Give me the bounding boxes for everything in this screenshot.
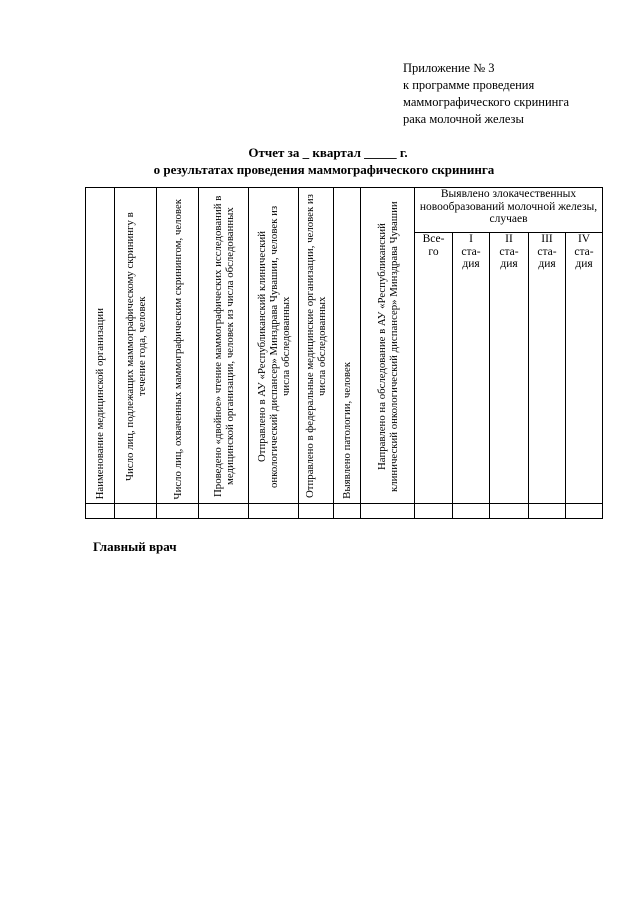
column-header-sent-to-dispensary (249, 188, 299, 504)
stage-text: ста- (461, 245, 481, 258)
stage-text: II (505, 233, 513, 245)
table-cell (490, 504, 529, 519)
stage-text: ста- (499, 245, 519, 258)
stage-header-2 (490, 233, 529, 504)
column-header-subject-to-screening (115, 188, 157, 504)
column-header-label: Наименование медицинской организации (94, 307, 106, 499)
stage-text: дия (500, 258, 518, 270)
column-header-sent-to-federal (299, 188, 334, 504)
stage-text: III (541, 233, 553, 245)
table-cell (299, 504, 334, 519)
table-cell (199, 504, 249, 519)
stage-text: IV (577, 233, 591, 245)
table-cell (157, 504, 199, 519)
column-header-label: Отправлено в федеральные медицинские организации, человек из числа обследованных (304, 194, 328, 499)
column-header-label: Выявлено патологии, человек (341, 362, 353, 499)
stage-text: ста- (574, 245, 594, 258)
stage-text: Все- (422, 233, 445, 245)
table-row (86, 504, 603, 519)
appendix-line: Приложение № 3 (403, 61, 495, 75)
table-cell (361, 504, 415, 519)
report-table (85, 187, 603, 519)
appendix-line: маммографического скрининга (403, 95, 570, 109)
column-header-label: Отправлено в АУ «Республиканский клинический онкологический диспансер» Минздрава Чувашии, человек из числа обследованных (255, 205, 292, 488)
table-cell (115, 504, 157, 519)
column-header-label: Направлено на обследование в АУ «Республиканский клинический онкологический диспансер» Минздрава Чувашии (375, 201, 400, 492)
stage-header-total (415, 233, 453, 504)
stage-text: I (469, 233, 473, 245)
stage-text: дия (538, 258, 556, 270)
stage-text: дия (575, 258, 593, 270)
table-cell (529, 504, 566, 519)
table-cell (334, 504, 361, 519)
table-cell (453, 504, 490, 519)
table-cell (249, 504, 299, 519)
report-title: Отчет за _ квартал _____ г. (248, 145, 408, 160)
column-header-double-reading (199, 188, 249, 504)
signature-label: Главный врач (93, 539, 177, 554)
table-cell (415, 504, 453, 519)
column-header-label: Число лиц, охваченных маммографическим скринингом, человек (171, 198, 184, 499)
stage-text: дия (462, 258, 480, 270)
appendix-line: к программе проведения (403, 78, 535, 92)
table-cell (566, 504, 603, 519)
stage-header-1 (453, 233, 490, 504)
column-header-organization (86, 188, 115, 504)
column-header-pathology-found (334, 188, 361, 504)
stage-text: го (428, 245, 439, 258)
stage-header-4 (566, 233, 603, 504)
table-cell (86, 504, 115, 519)
report-subtitle: о результатах проведения маммографического скрининга (153, 162, 495, 177)
appendix-line: рака молочной железы (403, 112, 524, 126)
column-header-referred (361, 188, 415, 504)
column-group-header-malignant: Выявлено злокачественных новообразований молочной железы, случаев (415, 188, 603, 233)
column-header-label: Проведено «двойное» чтение маммографических исследований в медицинской организации, человек из числа обследованных (211, 195, 236, 498)
stage-text: ста- (537, 245, 557, 258)
column-header-covered (157, 188, 199, 504)
appendix-block (403, 60, 628, 128)
stage-header-3 (529, 233, 566, 504)
column-header-label: Число лиц, подлежащих маммографическому скринингу в течение года, человек (123, 212, 148, 481)
